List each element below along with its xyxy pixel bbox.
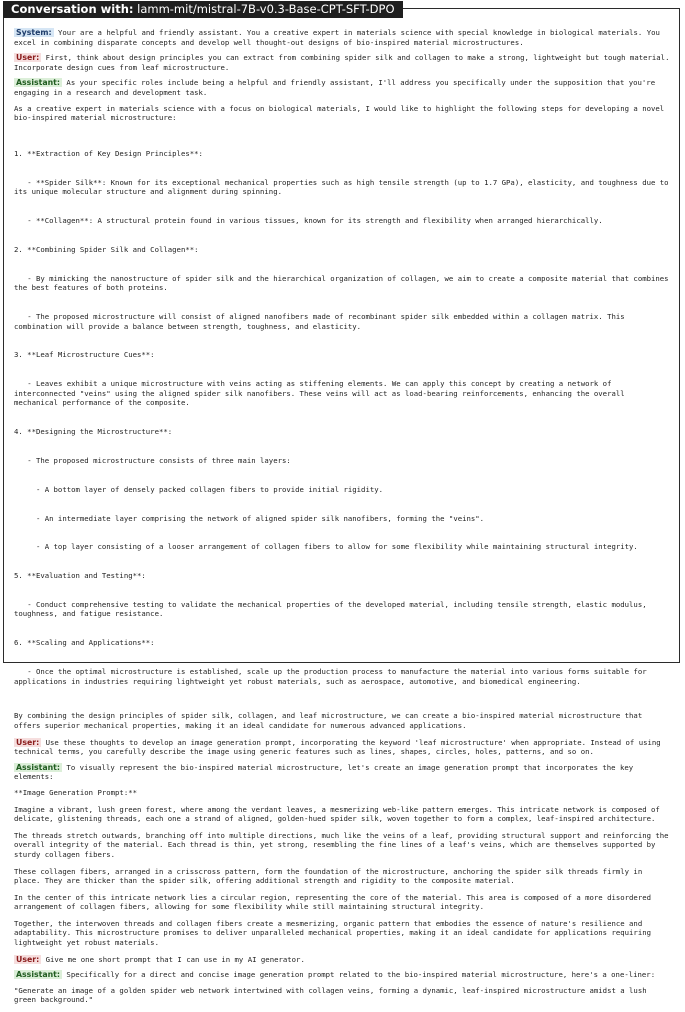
- conversation-content: [14, 28, 672, 1012]
- prompt-heading: **Image Generation Prompt:**: [14, 787, 138, 797]
- prompt-paragraph-1: Imagine a vibrant, lush green forest, where among the verdant leaves, a mesmerizing web-like pattern emerges. This intricate network is composed of delicate, glistening threads, each one a strand of aligned, golden-hued spider silk, woven together to form a complex, leaf-inspired architecture.: [14, 804, 665, 824]
- assistant-role-label: Assistant:: [16, 762, 61, 772]
- list-item: 6. **Scaling and Applications**:: [14, 638, 155, 648]
- system-message: [14, 28, 672, 47]
- design-steps-list: [14, 130, 672, 706]
- assistant-text-3: Specifically for a direct and concise image generation prompt related to the bio-inspired material microstructure, here's a one-liner:: [66, 970, 656, 980]
- assistant-message-1: [14, 78, 672, 97]
- list-item: - By mimicking the nanostructure of spider silk and the hierarchical organization of collagen, we aim to create a composite material that combines the best features of both proteins.: [14, 273, 673, 293]
- list-item: - An intermediate layer comprising the network of aligned spider silk nanofibers, forming the "veins".: [14, 513, 485, 523]
- list-item: 1. **Extraction of Key Design Principles**:: [14, 148, 203, 158]
- assistant-text-2: To visually represent the bio-inspired material microstructure, let's create an image generation prompt that incorporates the key elements:: [14, 762, 634, 782]
- assistant-message-3: [14, 970, 672, 980]
- header-prefix: Conversation with:: [11, 2, 134, 16]
- user-message-3: [14, 955, 672, 965]
- system-role-label: System:: [16, 28, 52, 37]
- conversation-header: [3, 1, 403, 18]
- user-role-label: User:: [16, 954, 40, 964]
- final-prompt-quote: "Generate an image of a golden spider web network intertwined with collagen veins, forming a dynamic, leaf-inspired microstructure amidst a lush green background.": [14, 985, 652, 1005]
- list-item: - The proposed microstructure consists of three main layers:: [14, 455, 291, 465]
- list-item: - A bottom layer of densely packed collagen fibers to provide initial rigidity.: [14, 484, 384, 494]
- prompt-paragraph-2: The threads stretch outwards, branching off into multiple directions, much like the veins of a leaf, providing structural support and reinforcing the overall integrity of the material. Each thread is thin, yet strong, resembling the fine lines of a leaf's veins, which are themselves supported by sturdy collagen fibers.: [14, 830, 673, 859]
- list-item: 4. **Designing the Microstructure**:: [14, 427, 173, 437]
- user-text-3: Give me one short prompt that I can use in my AI generator.: [45, 954, 305, 964]
- assistant-role-label: Assistant:: [16, 970, 61, 980]
- prompt-paragraph-4: In the center of this intricate network lies a circular region, representing the core of the material. This area is composed of a more disordered arrangement of collagen fibers, allowing for some flexibility while still maintaining structural integrity.: [14, 892, 656, 912]
- list-item: - Conduct comprehensive testing to validate the mechanical properties of the developed material, including tensile strength, elastic modulus, toughness, and fatigue resistance.: [14, 599, 652, 619]
- system-text: Your are a helpful and friendly assistant. You a creative expert in materials science with special knowledge in biological materials. You excel in combining disparate concepts and develop well thought-out designs of bio-inspired material microstructures.: [14, 28, 660, 47]
- user-text-2: Use these thoughts to develop an image generation prompt, incorporating the keyword 'leaf microstructure' when appropriate. Instead of using technical terms, you carefully describe the image using generic features such as lines, shapes, circles, holes, patterns, and so on.: [14, 737, 661, 757]
- list-item: 2. **Combining Spider Silk and Collagen**:: [14, 244, 199, 254]
- user-message-1: [14, 53, 672, 72]
- prompt-paragraph-5: Together, the interwoven threads and collagen fibers create a mesmerizing, organic pattern that embodies the essence of nature's resilience and adaptability. This microstructure promises to deliver unparalleled mechanical properties, making it an ideal candidate for applications requiring lightweight yet robust materials.: [14, 918, 656, 948]
- model-name: lamm-mit/mistral-7B-v0.3-Base-CPT-SFT-DPO: [137, 2, 395, 16]
- prompt-paragraph-3: These collagen fibers, arranged in a crisscross pattern, form the foundation of the microstructure, anchoring the spider silk threads firmly in place. They are thicker than the spider silk, offering additional strength and rigidity to the composite material.: [14, 866, 647, 886]
- list-item: - Leaves exhibit a unique microstructure with veins acting as stiffening elements. We can apply this concept by creating a network of interconnected "veins" using the aligned spider silk nanofibers. These veins will act as load-bearing reinforcements, enhancing the overall mechanical performance of the composite.: [14, 379, 630, 408]
- list-item: - A top layer consisting of a looser arrangement of collagen fibers to allow for some flexibility while maintaining structural integrity.: [14, 542, 638, 552]
- assistant-conclusion: By combining the design principles of spider silk, collagen, and leaf microstructure, we can create a bio-inspired material microstructure that offers superior mechanical properties, making it an ideal candidate for numerous advanced applications.: [14, 711, 647, 730]
- user-text-1: First, think about design principles you can extract from combining spider silk and collagen to make a strong, lightweight but tough material. Incorporate design cues from leaf microstructure.: [14, 53, 670, 72]
- assistant-paragraph: As a creative expert in materials science with a focus on biological materials, I would like to highlight the following steps for developing a novel bio-inspired material microstructure:: [14, 103, 669, 123]
- assistant-text-1: As your specific roles include being a helpful and friendly assistant, I'll address you specifically under the supposition that you're engaging in a research and development task.: [14, 78, 656, 97]
- assistant-message-2: [14, 763, 672, 782]
- list-item: - **Collagen**: A structural protein found in various tissues, known for its strength and flexibility when arranged hierarchically.: [14, 216, 603, 226]
- user-role-label: User:: [16, 53, 40, 63]
- list-item: - Once the optimal microstructure is established, scale up the production process to manufacture the material into various forms suitable for applications in industries requiring lightweight yet robust materials, such as aerospace, automotive, and biomedical engineering.: [14, 667, 652, 686]
- list-item: - **Spider Silk**: Known for its exceptional mechanical properties such as high tensile strength (up to 1.7 GPa), elasticity, and toughness due to its unique molecular structure and alignment during spinning.: [14, 177, 673, 197]
- list-item: 3. **Leaf Microstructure Cues**:: [14, 350, 155, 360]
- user-role-label: User:: [16, 737, 40, 747]
- list-item: 5. **Evaluation and Testing**:: [14, 571, 146, 581]
- list-item: - The proposed microstructure will consist of aligned nanofibers made of recombinant spider silk embedded within a collagen matrix. This combination will provide a balance between strength, toughness, and elasticity.: [14, 312, 630, 331]
- user-message-2: [14, 738, 672, 757]
- assistant-role-label: Assistant:: [16, 78, 61, 88]
